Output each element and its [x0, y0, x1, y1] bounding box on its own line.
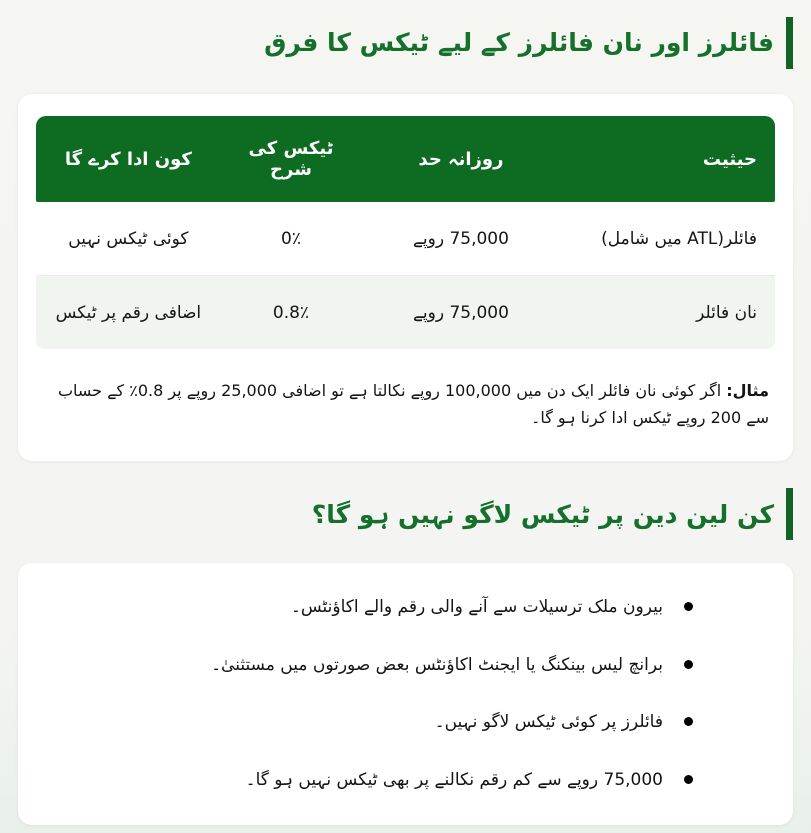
column-header-who-pays: کون ادا کرے گا	[36, 116, 221, 202]
heading-accent-bar	[786, 488, 793, 540]
column-header-tax-rate: ٹیکس کی شرح	[221, 116, 361, 202]
column-header-daily-limit: روزانہ حد	[361, 116, 561, 202]
page-title: فائلرز اور نان فائلرز کے لیے ٹیکس کا فرق	[264, 28, 774, 58]
list-item-text: بیرون ملک ترسیلات سے آنے والی رقم والے اکاؤنٹس۔	[290, 597, 663, 618]
bullet-icon	[684, 775, 693, 784]
cell-filer-limit: 75,000 روپے	[361, 202, 561, 276]
example-label: مثال:	[726, 381, 769, 400]
table-header-row	[36, 116, 775, 202]
cell-nonfiler-payer: اضافی رقم پر ٹیکس	[36, 276, 221, 349]
list-item-text: برانچ لیس بینکنگ یا ایجنٹ اکاؤنٹس بعض صورتوں میں مستثنیٰ۔	[211, 654, 663, 675]
list-item-text: 75,000 روپے سے کم رقم نکالنے پر بھی ٹیکس نہیں ہو گا۔	[245, 769, 663, 790]
cell-nonfiler-limit: 75,000 روپے	[361, 276, 561, 349]
exemptions-card	[18, 563, 793, 825]
cell-nonfiler-status: نان فائلر	[561, 276, 775, 349]
list-item-branchless-banking	[58, 653, 693, 679]
list-item-filers-no-tax	[58, 710, 693, 736]
heading-accent-bar	[786, 17, 793, 69]
column-header-status: حیثیت	[561, 116, 775, 202]
section-heading-tax-difference	[0, 14, 811, 72]
exemptions-title: کن لین دین پر ٹیکس لاگو نہیں ہو گا؟	[311, 499, 774, 529]
table-row-filer	[36, 202, 775, 276]
bullet-icon	[684, 602, 693, 611]
bullet-icon	[684, 660, 693, 669]
list-item-below-limit	[58, 768, 693, 794]
tax-comparison-card	[18, 94, 793, 461]
cell-filer-status: فائلر(ATL میں شامل)	[561, 202, 775, 276]
example-text: اگر کوئی نان فائلر ایک دن میں 100,000 روپے نکالتا ہے تو اضافی 25,000 روپے پر 0.8٪ کے حساب سے 200 روپے ٹیکس ادا کرنا ہو گا۔	[57, 381, 769, 428]
example-note	[42, 377, 769, 431]
cell-filer-payer: کوئی ٹیکس نہیں	[36, 202, 221, 276]
list-item-text: فائلرز پر کوئی ٹیکس لاگو نہیں۔	[434, 712, 663, 733]
section-heading-exemptions	[0, 485, 811, 543]
tax-comparison-table	[36, 116, 775, 349]
bullet-icon	[684, 717, 693, 726]
cell-filer-rate: 0٪	[221, 202, 361, 276]
list-item-remittance-accounts	[58, 595, 693, 621]
exemptions-list	[58, 595, 693, 793]
table-row-non-filer	[36, 276, 775, 349]
cell-nonfiler-rate: 0.8٪	[221, 276, 361, 349]
